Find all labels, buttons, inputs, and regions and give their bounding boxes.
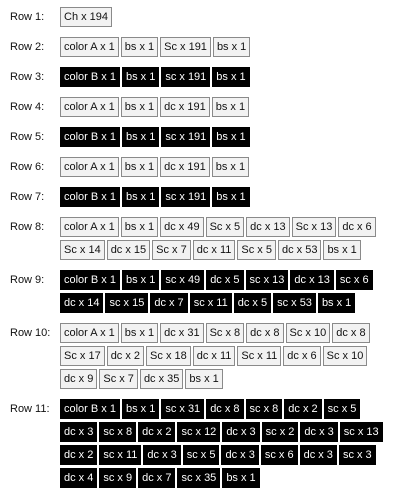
stitch-cell: Sc x 5 [206,217,245,237]
stitch-cell: sc x 191 [161,67,210,87]
stitch-cell: bs x 1 [212,157,249,177]
stitch-cell: dc x 31 [160,323,203,343]
pattern-row [10,323,410,392]
stitch-cell: dc x 3 [300,445,337,465]
stitch-cell: dc x 5 [206,270,243,290]
stitch-cell: sc x 191 [161,187,210,207]
stitch-cell: sc x 12 [177,422,220,442]
stitch-cell: dc x 191 [160,157,210,177]
stitch-cell: dc x 7 [150,293,187,313]
stitch-cell: Sc x 14 [60,240,105,260]
stitch-cell: dc x 3 [221,445,258,465]
stitch-cell: dc x 9 [60,369,97,389]
stitch-cell: bs x 1 [121,37,158,57]
stitch-cell: color A x 1 [60,97,119,117]
stitch-cell: dc x 3 [60,422,97,442]
row-label: Row 1: [10,11,45,23]
stitch-cell: sc x 191 [161,127,210,147]
stitch-list [60,187,400,210]
stitch-cell: bs x 1 [121,97,158,117]
stitch-cell: sc x 31 [161,399,204,419]
pattern-row [10,157,410,180]
stitch-cell: color A x 1 [60,323,119,343]
row-label: Row 8: [10,221,45,233]
row-label: Row 4: [10,101,45,113]
stitch-cell: Sc x 17 [60,346,105,366]
stitch-cell: dc x 3 [222,422,259,442]
stitch-cell: dc x 49 [160,217,203,237]
stitch-cell: bs x 1 [185,369,222,389]
stitch-cell: sc x 13 [246,270,289,290]
stitch-cell: sc x 6 [336,270,373,290]
stitch-cell: Sc x 7 [99,369,138,389]
row-label: Row 7: [10,191,45,203]
stitch-cell: color B x 1 [60,399,120,419]
stitch-cell: dc x 5 [234,293,271,313]
stitch-cell: Sc x 10 [286,323,331,343]
stitch-cell: color B x 1 [60,67,120,87]
stitch-cell: bs x 1 [323,240,360,260]
stitch-cell: Sc x 13 [292,217,337,237]
crochet-pattern [10,7,410,498]
stitch-cell: bs x 1 [122,187,159,207]
stitch-cell: Sc x 5 [237,240,276,260]
stitch-list [60,270,400,316]
stitch-cell: bs x 1 [122,127,159,147]
stitch-cell: color B x 1 [60,270,120,290]
stitch-cell: sc x 11 [190,293,232,313]
stitch-cell: Sc x 11 [237,346,281,366]
stitch-cell: color A x 1 [60,217,119,237]
stitch-cell: dc x 35 [140,369,183,389]
stitch-list [60,399,400,491]
stitch-cell: dc x 8 [332,323,369,343]
stitch-cell: sc x 6 [261,445,298,465]
stitch-cell: dc x 3 [143,445,180,465]
stitch-cell: dc x 8 [206,399,243,419]
stitch-list [60,7,400,30]
row-label: Row 6: [10,161,45,173]
stitch-cell: bs x 1 [212,127,249,147]
stitch-cell: bs x 1 [212,97,249,117]
pattern-row [10,270,410,316]
stitch-cell: dc x 191 [160,97,210,117]
stitch-cell: Sc x 10 [323,346,368,366]
stitch-cell: sc x 15 [105,293,148,313]
stitch-cell: dc x 6 [283,346,320,366]
stitch-cell: color A x 1 [60,37,119,57]
stitch-cell: dc x 13 [246,217,289,237]
pattern-row [10,97,410,120]
stitch-cell: bs x 1 [122,399,159,419]
stitch-cell: sc x 53 [273,293,316,313]
pattern-row [10,187,410,210]
stitch-cell: sc x 9 [99,468,136,488]
stitch-cell: dc x 14 [60,293,103,313]
stitch-cell: color B x 1 [60,187,120,207]
stitch-cell: Sc x 7 [152,240,191,260]
stitch-cell: sc x 5 [324,399,361,419]
stitch-cell: dc x 2 [60,445,97,465]
stitch-cell: bs x 1 [121,157,158,177]
stitch-cell: color A x 1 [60,157,119,177]
row-label: Row 10: [10,327,51,339]
pattern-row [10,7,410,30]
stitch-list [60,97,400,120]
stitch-cell: dc x 7 [138,468,175,488]
stitch-cell: Sc x 18 [146,346,191,366]
stitch-cell: Sc x 8 [206,323,245,343]
row-label: Row 3: [10,71,45,83]
stitch-cell: bs x 1 [121,217,158,237]
stitch-cell: sc x 49 [161,270,204,290]
stitch-list [60,323,400,392]
stitch-cell: bs x 1 [222,468,259,488]
stitch-cell: dc x 15 [107,240,150,260]
stitch-cell: dc x 11 [193,240,236,260]
stitch-cell: bs x 1 [212,187,249,207]
pattern-row [10,37,410,60]
pattern-row [10,399,410,491]
stitch-cell: sc x 5 [183,445,220,465]
stitch-cell: dc x 2 [284,399,321,419]
stitch-cell: sc x 11 [99,445,141,465]
stitch-cell: bs x 1 [122,270,159,290]
row-label: Row 2: [10,41,45,53]
pattern-row [10,67,410,90]
stitch-cell: dc x 11 [193,346,236,366]
pattern-row [10,127,410,150]
stitch-cell: sc x 13 [340,422,383,442]
stitch-cell: dc x 53 [278,240,321,260]
stitch-cell: bs x 1 [318,293,355,313]
stitch-cell: dc x 8 [246,323,283,343]
stitch-list [60,67,400,90]
stitch-cell: sc x 35 [177,468,220,488]
stitch-cell: color B x 1 [60,127,120,147]
stitch-list [60,37,400,60]
stitch-cell: Sc x 191 [160,37,211,57]
stitch-cell: dc x 6 [338,217,375,237]
stitch-cell: dc x 2 [107,346,144,366]
stitch-cell: bs x 1 [122,67,159,87]
stitch-cell: dc x 13 [290,270,333,290]
stitch-cell: bs x 1 [212,67,249,87]
row-label: Row 9: [10,274,45,286]
stitch-list [60,157,400,180]
pattern-row [10,217,410,263]
stitch-list [60,217,400,263]
stitch-cell: dc x 2 [138,422,175,442]
stitch-cell: sc x 2 [262,422,299,442]
stitch-cell: bs x 1 [213,37,250,57]
stitch-cell: Ch x 194 [60,7,112,27]
row-label: Row 11: [10,403,50,415]
stitch-cell: dc x 4 [60,468,97,488]
stitch-cell: sc x 8 [99,422,136,442]
stitch-cell: dc x 3 [300,422,337,442]
row-label: Row 5: [10,131,45,143]
stitch-cell: sc x 8 [246,399,283,419]
stitch-cell: sc x 3 [339,445,376,465]
stitch-list [60,127,400,150]
stitch-cell: bs x 1 [121,323,158,343]
